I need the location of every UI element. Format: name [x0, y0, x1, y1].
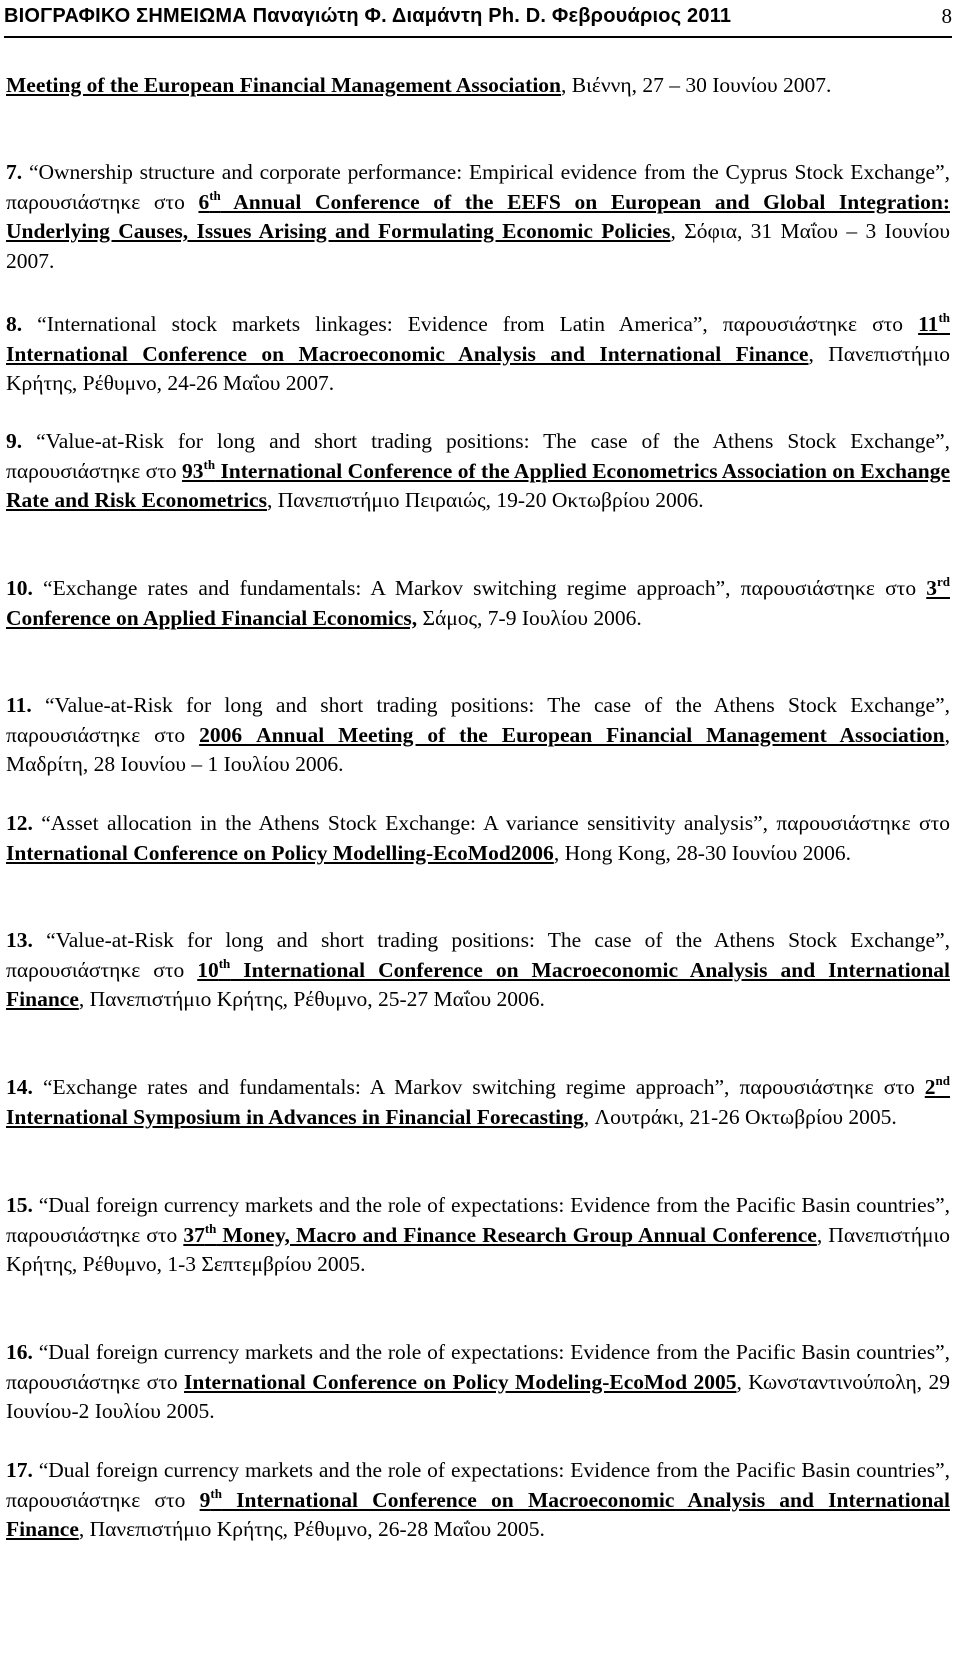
item-number: 17. — [6, 1458, 33, 1482]
item-location-date: , Πανεπιστήμιο Κρήτης, Ρέθυμνο, 24-26 Μαΐου 2007. — [6, 341, 950, 395]
list-item — [6, 926, 950, 1015]
list-item — [6, 310, 950, 399]
item-location-date: , Βιέννη, 27 – 30 Ιουνίου 2007. — [561, 73, 832, 97]
item-title: “Ownership structure and corporate performance: Empirical evidence from the Cyprus Stock Exchange”, παρουσιάστηκε στο — [6, 160, 950, 214]
item-title: “Dual foreign currency markets and the role of expectations: Evidence from the Pacific Basin countries”, παρουσιάστηκε στο — [6, 1458, 950, 1512]
conference-ordinal: 93 — [181, 458, 204, 483]
item-number: 14. — [6, 1075, 33, 1099]
list-item — [6, 1456, 950, 1545]
conference-title: Meeting of the European Financial Management Association — [6, 73, 562, 97]
conference-title: International Conference on Macroeconomic Analysis and International Finance — [6, 341, 809, 366]
ordinal-suffix: th — [203, 456, 216, 472]
conference-title: Conference on Applied Financial Economics, — [6, 605, 418, 630]
list-item — [6, 809, 950, 868]
item-title: “International stock markets linkages: Evidence from Latin America”, παρουσιάστηκε στο — [22, 312, 919, 336]
item-location-date: , Πανεπιστήμιο Κρήτης, Ρέθυμνο, 1-3 Σεπτεμβρίου 2005. — [6, 1222, 951, 1276]
item-location-date: , Hong Kong, 28-30 Ιουνίου 2006. — [553, 840, 851, 865]
conference-ordinal: 6 — [198, 189, 210, 214]
list-item — [6, 1191, 950, 1280]
page-header — [4, 0, 952, 38]
item-number: 9. — [6, 429, 23, 453]
conference-ordinal: 10 — [197, 957, 219, 982]
item-title: “Value-at-Risk for long and short trading positions: The case of the Athens Stock Exchange”, παρουσιάστηκε στο — [6, 693, 950, 747]
item-title: “Dual foreign currency markets and the role of expectations: Evidence from the Pacific Basin countries”, παρουσιάστηκε στο — [6, 1340, 950, 1394]
item-location-date: , Πανεπιστήμιο Κρήτης, Ρέθυμνο, 25-27 Μαΐου 2006. — [78, 987, 545, 1011]
ordinal-suffix: th — [218, 955, 231, 971]
list-item — [6, 691, 950, 780]
item-number: 12. — [6, 811, 33, 835]
list-item — [6, 158, 950, 276]
conference-title: 2006 Annual Meeting of the European Financial Management Association — [199, 722, 945, 747]
conference-title: International Conference on Policy Modelling-EcoMod2006 — [6, 840, 554, 865]
conference-name — [6, 73, 561, 97]
ordinal-suffix: th — [204, 1220, 217, 1236]
conference-ordinal: 11 — [918, 312, 939, 336]
item-title: “Dual foreign currency markets and the role of expectations: Evidence from the Pacific Basin countries”, παρουσιάστηκε στο — [6, 1193, 950, 1247]
conference-title: International Conference on Macroeconomic Analysis and International Finance — [6, 957, 950, 1011]
item-title: “Exchange rates and fundamentals: A Markov switching regime approach”, παρουσιάστηκε στο — [32, 1075, 925, 1099]
item-location-date: , Σόφια, 31 Μαΐου – 3 Ιουνίου 2007. — [6, 219, 950, 273]
item-location-date: , Κωνσταντινούπολη, 29 Ιουνίου-2 Ιουλίου 2005. — [6, 1369, 950, 1423]
list-item — [6, 574, 950, 633]
item-number: 16. — [6, 1340, 33, 1364]
ordinal-suffix: nd — [935, 1073, 950, 1088]
conference-title: International Conference of the Applied Econometrics Association on Exchange Rate and Risk Econometrics — [6, 458, 950, 512]
conference-title: International Conference on Macroeconomic Analysis and International Finance — [6, 1487, 950, 1541]
item-number: 13. — [6, 928, 33, 952]
conference-name — [183, 1220, 817, 1247]
conference-ordinal: 9 — [199, 1487, 211, 1512]
conference-name — [184, 1370, 736, 1394]
ordinal-suffix: rd — [937, 574, 950, 589]
item-title: “Asset allocation in the Athens Stock Exchange: A variance sensitivity analysis”, παρουσιάστηκε στο — [32, 811, 950, 835]
conference-title: Annual Conference of the EEFS on European and Global Integration: Underlying Causes, Issues Arising and Formulating Economic Policies — [6, 189, 950, 243]
header-title: ΒΙΟΓΡΑΦΙΚΟ ΣΗΜΕΙΩΜΑ Παναγιώτη Φ. Διαμάντη Ph. D. Φεβρουάριος 2011 — [4, 5, 732, 27]
list-item — [6, 427, 950, 516]
item-location-date: , Λουτράκι, 21-26 Οκτωβρίου 2005. — [583, 1104, 897, 1129]
item-location-date: , Πανεπιστήμιο Πειραιώς, 19-20 Οκτωβρίου 2006. — [266, 488, 704, 512]
page-number: 8 — [941, 4, 952, 28]
conference-title: International Symposium in Advances in Financial Forecasting — [6, 1104, 584, 1129]
conference-title: Money, Macro and Finance Research Group Annual Conference — [216, 1222, 817, 1247]
item-number: 7. — [6, 160, 23, 184]
list-item — [6, 1073, 950, 1132]
conference-title: International Conference on Policy Modeling-EcoMod 2005 — [184, 1369, 737, 1394]
item-title: “Value-at-Risk for long and short trading positions: The case of the Athens Stock Exchange”, παρουσιάστηκε στο — [6, 928, 950, 982]
item-number: 15. — [6, 1193, 33, 1217]
ordinal-suffix: th — [938, 310, 950, 325]
conference-ordinal: 3 — [926, 576, 937, 600]
item-location-date: Σάμος, 7-9 Ιουλίου 2006. — [417, 605, 642, 630]
ordinal-suffix: th — [210, 1485, 222, 1501]
item-number: 10. — [6, 576, 33, 600]
ordinal-suffix: th — [209, 187, 221, 203]
conference-name — [6, 841, 554, 865]
item-location-date: , Μαδρίτη, 28 Ιουνίου – 1 Ιουλίου 2006. — [6, 722, 950, 776]
item-location-date: , Πανεπιστήμιο Κρήτης, Ρέθυμνο, 26-28 Μαΐου 2005. — [78, 1517, 545, 1541]
item-title: “Exchange rates and fundamentals: A Markov switching regime approach”, παρουσιάστηκε στο — [32, 576, 927, 600]
list-item — [6, 71, 950, 101]
conference-name — [199, 723, 945, 747]
item-number: 8. — [6, 312, 23, 336]
conference-ordinal: 2 — [924, 1075, 936, 1099]
item-title: “Value-at-Risk for long and short trading positions: The case of the Athens Stock Exchange”, παρουσιάστηκε στο — [6, 429, 950, 483]
item-number: 11. — [6, 693, 32, 717]
conference-ordinal: 37 — [183, 1222, 205, 1247]
list-item — [6, 1338, 950, 1427]
